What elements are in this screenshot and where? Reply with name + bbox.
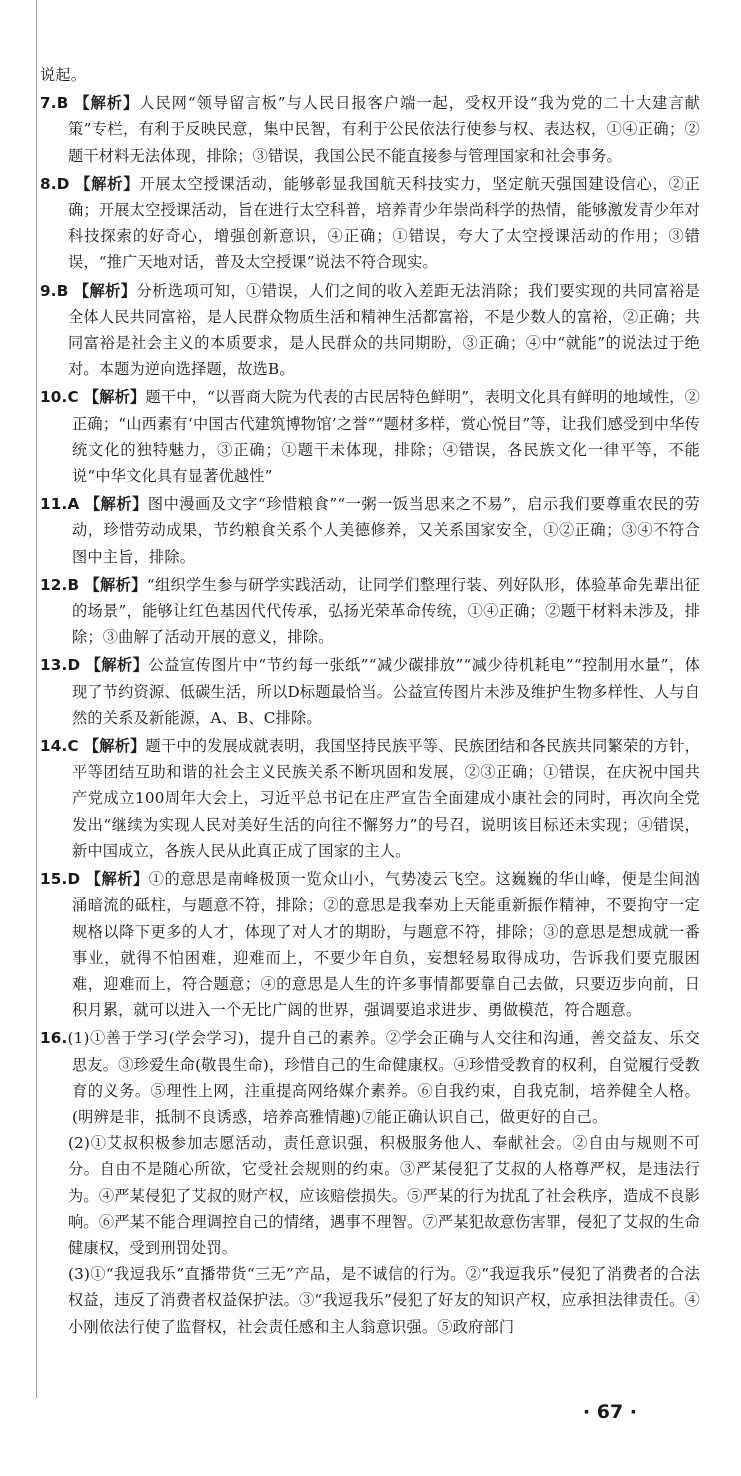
item-text: 题干中，“以晋商大院为代表的古民居特色鲜明”，表明文化具有鲜明的地域性，②正确；“山西素有‘中国古代建筑博物馆’之誉”“题材多样，赏心悦目”等，让我们感受到中华传统文化的独特魅力，③正确；①题干未体现，排除；④错误，各民族文化一律平等，不能说“中华文化具有显著优越性” — [72, 388, 700, 486]
answer-item-10 — [40, 384, 700, 489]
item-number: 15.D — [40, 870, 81, 889]
item-number: 8.D — [40, 174, 70, 193]
item-text: 图中漫画及文字“珍惜粮食”“一粥一饭当思来之不易”，启示我们要尊重农民的劳动，珍惜劳动成果，节约粮食关系个人美德修养，又关系国家安全，①②正确；③④不符合图中主旨，排除。 — [72, 495, 700, 566]
item-number: 13.D — [40, 656, 81, 675]
analysis-tag: 【解析】 — [73, 281, 137, 300]
intro-text: 说起。 — [40, 66, 87, 84]
item-number: 14.C — [40, 737, 79, 756]
item-text: ①的意思是南峰极顶一览众山小，气势凌云飞空。这巍巍的华山峰，便是尘间汹涌暗流的砥柱，与题意不符，排除；②的意思是我奉劝上天能重新振作精神，不要拘守一定规格以降下更多的人才，体现了对人才的期盼，与题意不符，排除；③的意思是想成就一番事业，就得不怕困难，迎难而上，不要少年自负，妄想轻易取得成功，告诉我们要克服困难，迎难而上，符合题意；④的意思是人生的许多事情都要靠自己去做，只要迈步向前，日积月累，就可以进入一个无比广阔的世界，强调要追求进步、勇做模范，符合题意。 — [72, 870, 700, 1020]
item-text: 开展太空授课活动，能够彰显我国航天科技实力，坚定航天强国建设信心，②正确；开展太空授课活动，旨在进行太空科普，培养青少年崇尚科学的热情，能够激发青少年对科技探索的好奇心，增强创新意识，④正确；①错误，夸大了太空授课活动的作用；③错误，“推广天地对话，普及太空授课”说法不符合现实。 — [68, 174, 701, 272]
answer-item-7 — [40, 90, 700, 169]
analysis-tag: 【解析】 — [75, 174, 140, 193]
answer-content — [40, 62, 700, 1340]
left-margin-rule — [36, 0, 37, 1398]
item-number: 12.B — [40, 575, 80, 594]
analysis-tag: 【解析】 — [85, 870, 149, 889]
answer-item-14 — [40, 733, 700, 864]
item-text: (3)①“我逗我乐”直播带货“三无”产品，是不诚信的行为。②“我逗我乐”侵犯了消费者的合法权益，违反了消费者权益保护法。③“我逗我乐”侵犯了好友的知识产权，应承担法律责任。④小刚依法行使了监督权，社会责任感和主人翁意识强。⑤政府部门 — [68, 1265, 700, 1336]
analysis-tag: 【解析】 — [83, 737, 146, 756]
intro-line — [40, 62, 700, 88]
analysis-tag: 【解析】 — [74, 94, 140, 113]
analysis-tag: 【解析】 — [84, 575, 147, 594]
item-text: 公益宣传图片中“节约每一张纸”“减少碳排放”“减少待机耗电”“控制用水量”，体现了节约资源、低碳生活，所以D标题最恰当。公益宣传图片未涉及维护生物多样性、人与自然的关系及新能源，A、B、C排除。 — [72, 656, 700, 727]
answer-item-9 — [40, 278, 700, 383]
item-text: 分析选项可知，①错误，人们之间的收入差距无法消除；我们要实现的共同富裕是全体人民共同富裕，是人民群众物质生活和精神生活都富裕，不是少数人的富裕，②正确；共同富裕是社会主义的本质要求，是人民群众的共同期盼，③正确；④中“就能”的说法过于绝对。本题为逆向选择题，故选B。 — [68, 281, 701, 379]
item-text: 人民网“领导留言板”与人民日报客户端一起，受权开设“我为党的二十大建言献策”专栏，有利于反映民意，集中民智，有利于公民依法行使参与权、表达权，①④正确；②题干材料无法体现，排除；③错误，我国公民不能直接参与管理国家和社会事务。 — [68, 94, 700, 165]
analysis-tag: 【解析】 — [85, 656, 149, 675]
answer-item-16-part-2 — [40, 1130, 700, 1261]
answer-item-15 — [40, 866, 700, 1023]
analysis-tag: 【解析】 — [84, 495, 148, 514]
answer-item-16-part-1 — [40, 1025, 700, 1130]
item-text: “组织学生参与研学实践活动，让同学们整理行装、列好队形，体验革命先辈出征的场景”，能够让红色基因代代传承，弘扬光荣革命传统，①④正确；②题干材料未涉及，排除；③曲解了活动开展的意义，排除。 — [72, 575, 700, 647]
item-text: (1)①善于学习(学会学习)，提升自己的素养。②学会正确与人交往和沟通，善交益友、乐交思友。③珍爱生命(敬畏生命)，珍惜自己的生命健康权。④珍惜受教育的权利，自觉履行受教育的义务。⑤理性上网，注重提高网络媒介素养。⑥自我约束，自我克制，培养健全人格。(明辨是非，抵制不良诱惑，培养高雅情趣)⑦能正确认识自己，做更好的自己。 — [67, 1029, 700, 1126]
item-number: 9.B — [40, 281, 69, 300]
answer-item-8 — [40, 171, 700, 276]
item-text: 题干中的发展成就表明，我国坚持民族平等、民族团结和各民族共同繁荣的方针，平等团结互助和谐的社会主义民族关系不断巩固和发展，②③正确；①错误，在庆祝中国共产党成立100周年大会上，习近平总书记在庄严宣告全面建成小康社会的同时，再次向全党发出“继续为实现人民对美好生活的向往不懈努力”的号召，说明该目标还未实现；④错误，新中国成立，各族人民从此真正成了国家的主人。 — [72, 737, 700, 860]
item-number: 7.B — [40, 94, 69, 113]
answer-item-11 — [40, 491, 700, 570]
item-number: 11.A — [40, 495, 80, 514]
page-number: · 67 · — [582, 1401, 637, 1423]
analysis-tag: 【解析】 — [83, 388, 146, 407]
item-number: 16. — [40, 1029, 68, 1048]
item-number: 10.C — [40, 388, 79, 407]
answer-item-16-part-3 — [40, 1261, 700, 1340]
answer-item-12 — [40, 572, 700, 651]
answer-item-13 — [40, 652, 700, 731]
item-text: (2)①艾叔积极参加志愿活动，责任意识强，积极服务他人、奉献社会。②自由与规则不可分。自由不是随心所欲，它受社会规则的约束。③严某侵犯了艾叔的人格尊严权，是违法行为。④严某侵犯了艾叔的财产权，应该赔偿损失。⑤严某的行为扰乱了社会秩序，造成不良影响。⑥严某不能合理调控自己的情绪，遇事不理智。⑦严某犯故意伤害罪，侵犯了艾叔的生命健康权，受到刑罚处罚。 — [68, 1134, 700, 1257]
